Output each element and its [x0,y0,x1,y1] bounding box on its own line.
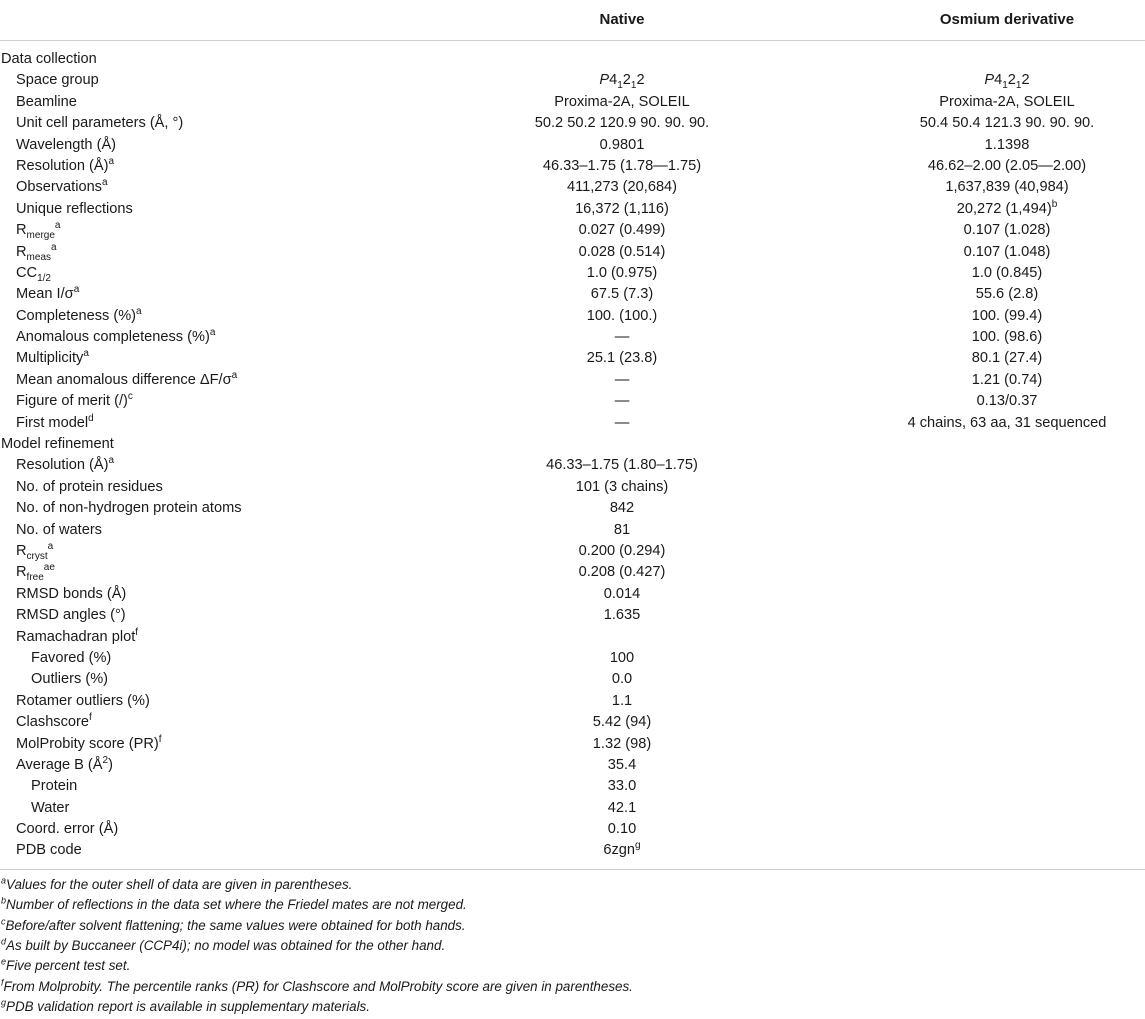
native-value-text: 411,273 (20,684) [566,179,678,196]
footnote-mark: b [1,895,7,906]
row-label-text: Water [31,799,70,816]
native-value [486,755,758,776]
row-label-footnote-mark: a [73,284,80,296]
native-value [486,498,758,519]
native-value-text: 842 [609,500,635,517]
native-value-text: 0.208 (0.427) [578,564,666,581]
row-label-footnote-mark: f [89,712,92,724]
native-value-text: 33.0 [607,778,637,795]
row-label-footnote-mark: a [54,220,61,232]
row-label-text: Wavelength (Å) [16,136,117,153]
row-label [31,776,77,797]
native-value-text: 0.10 [607,821,637,838]
native-value-text: 1.635 [603,607,641,624]
row-label-subscript: cryst [26,550,48,562]
table-row [0,584,1145,605]
native-value-text: — [614,329,630,346]
row-label [16,712,92,733]
row-label-footnote-mark: a [51,241,57,253]
row-label [31,798,69,819]
osmium-value [869,370,1145,391]
osmium-value-text: 1.1398 [984,136,1030,153]
row-label [16,605,126,626]
section-heading-row [0,49,1145,70]
row-label-text: RMSD bonds (Å) [16,585,127,602]
native-value [486,220,758,241]
native-value [486,819,758,840]
native-value-text: — [614,414,630,431]
table-row [0,712,1145,733]
row-label [16,370,237,391]
row-label-text: Space group [16,72,99,89]
row-label [16,819,118,840]
footnote [0,936,1145,956]
table-row [0,455,1145,476]
row-label [16,840,82,861]
table-row [0,348,1145,369]
row-label [16,562,55,583]
osmium-value-text: 0.13/0.37 [976,393,1038,410]
row-label-text: No. of waters [16,521,102,538]
osmium-value [869,306,1145,327]
native-value [486,691,758,712]
native-value [486,306,758,327]
table-row [0,327,1145,348]
osmium-value-text: 20,272 (1,494) [956,200,1052,217]
table-row [0,627,1145,648]
native-value [486,92,758,113]
osmium-value-text: 1.0 (0.845) [971,264,1043,281]
row-label [16,327,215,348]
row-label-text: Beamline [16,93,77,110]
table-row [0,840,1145,861]
osmium-value-text: 100. (98.6) [971,329,1043,346]
table-body [0,41,1145,862]
row-label [16,156,114,177]
osmium-value [869,135,1145,156]
footnote-mark: e [1,956,7,967]
row-label [16,413,94,434]
native-value [486,669,758,690]
native-value-text: 0.014 [603,585,641,602]
row-label [16,70,99,91]
native-value [486,520,758,541]
native-value [486,798,758,819]
table-row [0,541,1145,562]
native-value [486,113,758,134]
native-value [486,584,758,605]
native-value-text: 81 [613,521,631,538]
table-row [0,734,1145,755]
table-row [0,284,1145,305]
row-label [16,284,79,305]
footnote-mark: f [1,977,4,988]
table-row [0,498,1145,519]
native-value [486,840,758,861]
native-value [486,263,758,284]
native-value [486,734,758,755]
row-label-footnote-mark: f [158,733,162,745]
native-value-text: Proxima-2A, SOLEIL [554,93,690,110]
row-label-text: Mean I/σ [16,286,74,303]
section-heading-row [0,434,1145,455]
table-row [0,92,1145,113]
row-label-text: First model [16,414,89,431]
row-label [16,734,162,755]
osmium-value [869,220,1145,241]
osmium-value-text: 50.4 50.4 121.3 90. 90. 90. [919,115,1095,132]
osmium-value [869,348,1145,369]
osmium-value-text: 1.21 (0.74) [971,371,1043,388]
row-label [16,498,242,519]
row-label-footnote-mark: a [231,370,238,381]
osmium-value [869,156,1145,177]
row-label-text: R [16,243,27,260]
footnote-text: Five percent test set. [6,958,131,974]
row-label-text: Model refinement [1,436,114,453]
footnote-mark: c [1,916,6,927]
row-label-footnote-mark: a [108,156,115,168]
native-value-text: 6zgn [603,842,636,859]
native-value-text: 1.32 (98) [592,735,652,752]
table-row [0,520,1145,541]
row-label-footnote-mark: a [83,348,89,360]
row-label [31,648,111,669]
osmium-value [869,113,1145,134]
row-label [16,177,108,198]
native-value [486,242,758,263]
row-label-text: Favored (%) [31,649,112,666]
footnote-text: PDB validation report is available in supplementary materials. [6,999,370,1015]
osmium-value-text: 100. (99.4) [971,307,1043,324]
table-row [0,691,1145,712]
native-value-text: 46.33–1.75 (1.78—1.75) [542,157,702,174]
native-value-text: 1.1 [611,692,633,709]
header-native: Native [599,11,645,28]
native-value [486,455,758,476]
row-label [16,691,150,712]
table-row [0,242,1145,263]
native-value-text: — [614,393,630,410]
row-label-footnote-mark: d [88,412,94,424]
row-label [16,113,183,134]
row-label-text: RMSD angles (°) [16,607,126,624]
native-value-text: 25.1 (23.8) [586,350,658,367]
table-header [0,0,1145,41]
osmium-value-text: 46.62–2.00 (2.05—2.00) [927,157,1087,174]
native-value [486,348,758,369]
row-label-text: Anomalous completeness (%) [16,329,210,346]
osmium-value [869,242,1145,263]
table-row [0,177,1145,198]
native-value-text: 100. (100.) [586,307,658,324]
native-value-text: 0.0 [611,671,633,688]
osmium-value [869,92,1145,113]
row-label-text: R [16,222,27,239]
footnote-text: As built by Buccaneer (CCP4i); no model was obtained for the other hand. [6,938,446,954]
table-row [0,755,1145,776]
footnote-text: From Molprobity. The percentile ranks (PR) for Clashscore and MolProbity score are given in parentheses. [3,978,633,994]
footnote-mark: a [1,875,7,886]
table-row [0,477,1145,498]
row-label-text: Resolution (Å) [16,457,109,474]
row-label-footnote-mark: a [101,177,108,189]
osmium-value-text: 0.107 (1.048) [963,243,1051,260]
row-label-footnote-mark: ae [43,562,55,574]
native-value [486,177,758,198]
native-value [486,413,758,434]
row-label [16,541,53,562]
native-value [486,327,758,348]
row-label [16,220,60,241]
native-value [486,135,758,156]
table-row [0,306,1145,327]
native-value-text: 0.9801 [599,136,645,153]
table-row [0,263,1145,284]
table-row [0,819,1145,840]
footnote-mark: g [1,997,7,1008]
footnote-text: Before/after solvent flattening; the same values were obtained for both hands. [5,917,466,933]
table-row [0,70,1145,91]
native-value [486,391,758,412]
row-label-footnote-mark: a [136,305,142,317]
footnote [0,977,1145,997]
osmium-value [869,391,1145,412]
row-label-text: PDB code [16,842,82,859]
native-footnote-mark: g [635,840,641,852]
row-label-text: Unique reflections [16,200,133,217]
row-label-text: Multiplicity [16,350,84,367]
osmium-value: $P4_12_12$ [984,72,1030,92]
native-value [486,648,758,669]
table-row [0,370,1145,391]
row-label-footnote-mark: f [135,626,139,638]
row-label [16,391,133,412]
native-value-text: 50.2 50.2 120.9 90. 90. 90. [534,115,710,132]
header-osmium: Osmium derivative [939,11,1075,28]
row-label-text: Mean anomalous difference ΔF/σ [16,371,232,388]
row-label-text: CC [16,264,38,281]
table-row [0,391,1145,412]
osmium-value-text: 1,637,839 (40,984) [945,179,1069,196]
row-label-footnote-mark: a [108,455,115,467]
table-row [0,199,1145,220]
row-label-text: No. of non-hydrogen protein atoms [16,500,242,517]
row-label-superscript: 2 [102,755,109,767]
row-label-subscript: free [26,572,44,584]
footnote [0,956,1145,976]
footnote [0,997,1145,1017]
row-label [16,477,163,498]
row-label-text: Figure of merit (/) [16,393,128,410]
row-label-text: Completeness (%) [16,307,137,324]
native-value-text: 67.5 (7.3) [590,286,654,303]
footnote [0,895,1145,915]
osmium-value-text: 80.1 (27.4) [971,350,1043,367]
native-value [486,199,758,220]
row-label-footnote-mark: a [47,541,54,553]
row-label [16,242,57,263]
table-row [0,798,1145,819]
native-value-text: 100 [609,649,635,666]
row-label-footnote-mark: a [209,327,216,339]
osmium-value [869,327,1145,348]
row-label-subscript: merge [26,230,55,242]
row-label-text: Rotamer outliers (%) [16,692,150,709]
row-label [16,455,114,476]
row-label-text: Outliers (%) [31,671,109,688]
osmium-value [869,284,1145,305]
native-value-text: 42.1 [607,799,637,816]
native-value [486,776,758,797]
native-value [486,284,758,305]
row-label-tail: ) [108,756,113,773]
osmium-value-text: 0.107 (1.028) [963,222,1051,239]
footnote [0,875,1145,895]
native-value-text: — [614,371,630,388]
row-label [1,434,114,455]
table-row [0,113,1145,134]
table-row [0,156,1145,177]
row-label [16,755,113,776]
native-value-text: 101 (3 chains) [575,478,669,495]
table-row [0,413,1145,434]
native-value-text: 46.33–1.75 (1.80–1.75) [546,457,698,474]
osmium-footnote-mark: b [1051,198,1058,210]
table-row [0,220,1145,241]
table-row [0,135,1145,156]
row-label [16,348,89,369]
row-label-text: Data collection [1,51,97,67]
row-label [16,135,116,156]
table-row [0,605,1145,626]
native-value [486,562,758,583]
native-value [486,156,758,177]
row-label [16,584,126,605]
footnote [0,916,1145,936]
footnote-text: Values for the outer shell of data are given in parentheses. [6,876,353,892]
row-label-footnote-mark: c [127,391,133,403]
table-row [0,669,1145,690]
osmium-value-text: 55.6 (2.8) [975,286,1039,303]
osmium-value [869,263,1145,284]
row-label-text: Protein [31,778,78,795]
native-value-text: 35.4 [607,756,637,773]
footnote-text: Number of reflections in the data set where the Friedel mates are not merged. [6,897,467,913]
row-label [16,199,133,220]
osmium-value-text: Proxima-2A, SOLEIL [939,93,1075,110]
row-label [16,627,138,648]
row-label-text: Coord. error (Å) [16,821,119,838]
row-label-text: MolProbity score (PR) [16,735,159,752]
row-label [16,92,77,113]
footnote-mark: d [1,936,7,947]
native-value [486,541,758,562]
row-label [1,49,97,70]
osmium-value [869,177,1145,198]
footnotes [0,870,1145,1018]
native-value [486,477,758,498]
native-value-text: 0.200 (0.294) [578,542,666,559]
row-label-text: Clashscore [16,714,89,731]
table-row [0,776,1145,797]
native-value-text: 16,372 (1,116) [575,200,669,217]
row-label [16,306,142,327]
row-label-text: No. of protein residues [16,478,163,495]
row-label-text: Average B (Å [16,756,103,773]
native-value: $P4_12_12$ [599,72,645,92]
native-value-text: 0.027 (0.499) [578,222,666,239]
native-value-text: 5.42 (94) [592,714,652,731]
row-label-subscript: 1/2 [37,272,51,284]
table-row [0,562,1145,583]
row-label-text: Ramachadran plot [16,628,136,645]
row-label-subscript: meas [26,251,51,263]
osmium-value-text: 4 chains, 63 aa, 31 sequenced [907,414,1107,431]
native-value [486,712,758,733]
table-row [0,648,1145,669]
row-label [16,520,102,541]
row-label-text: R [16,542,27,559]
row-label [16,263,51,284]
native-value-text: 0.028 (0.514) [578,243,666,260]
native-value-text: 1.0 (0.975) [586,264,658,281]
row-label-text: Unit cell parameters (Å, °) [16,115,184,132]
native-value [486,370,758,391]
osmium-value [869,199,1145,220]
row-label-text: R [16,564,27,581]
row-label [31,669,108,690]
osmium-value [869,413,1145,434]
row-label-text: Observations [16,179,102,196]
native-value [486,605,758,626]
row-label-text: Resolution (Å) [16,157,109,174]
